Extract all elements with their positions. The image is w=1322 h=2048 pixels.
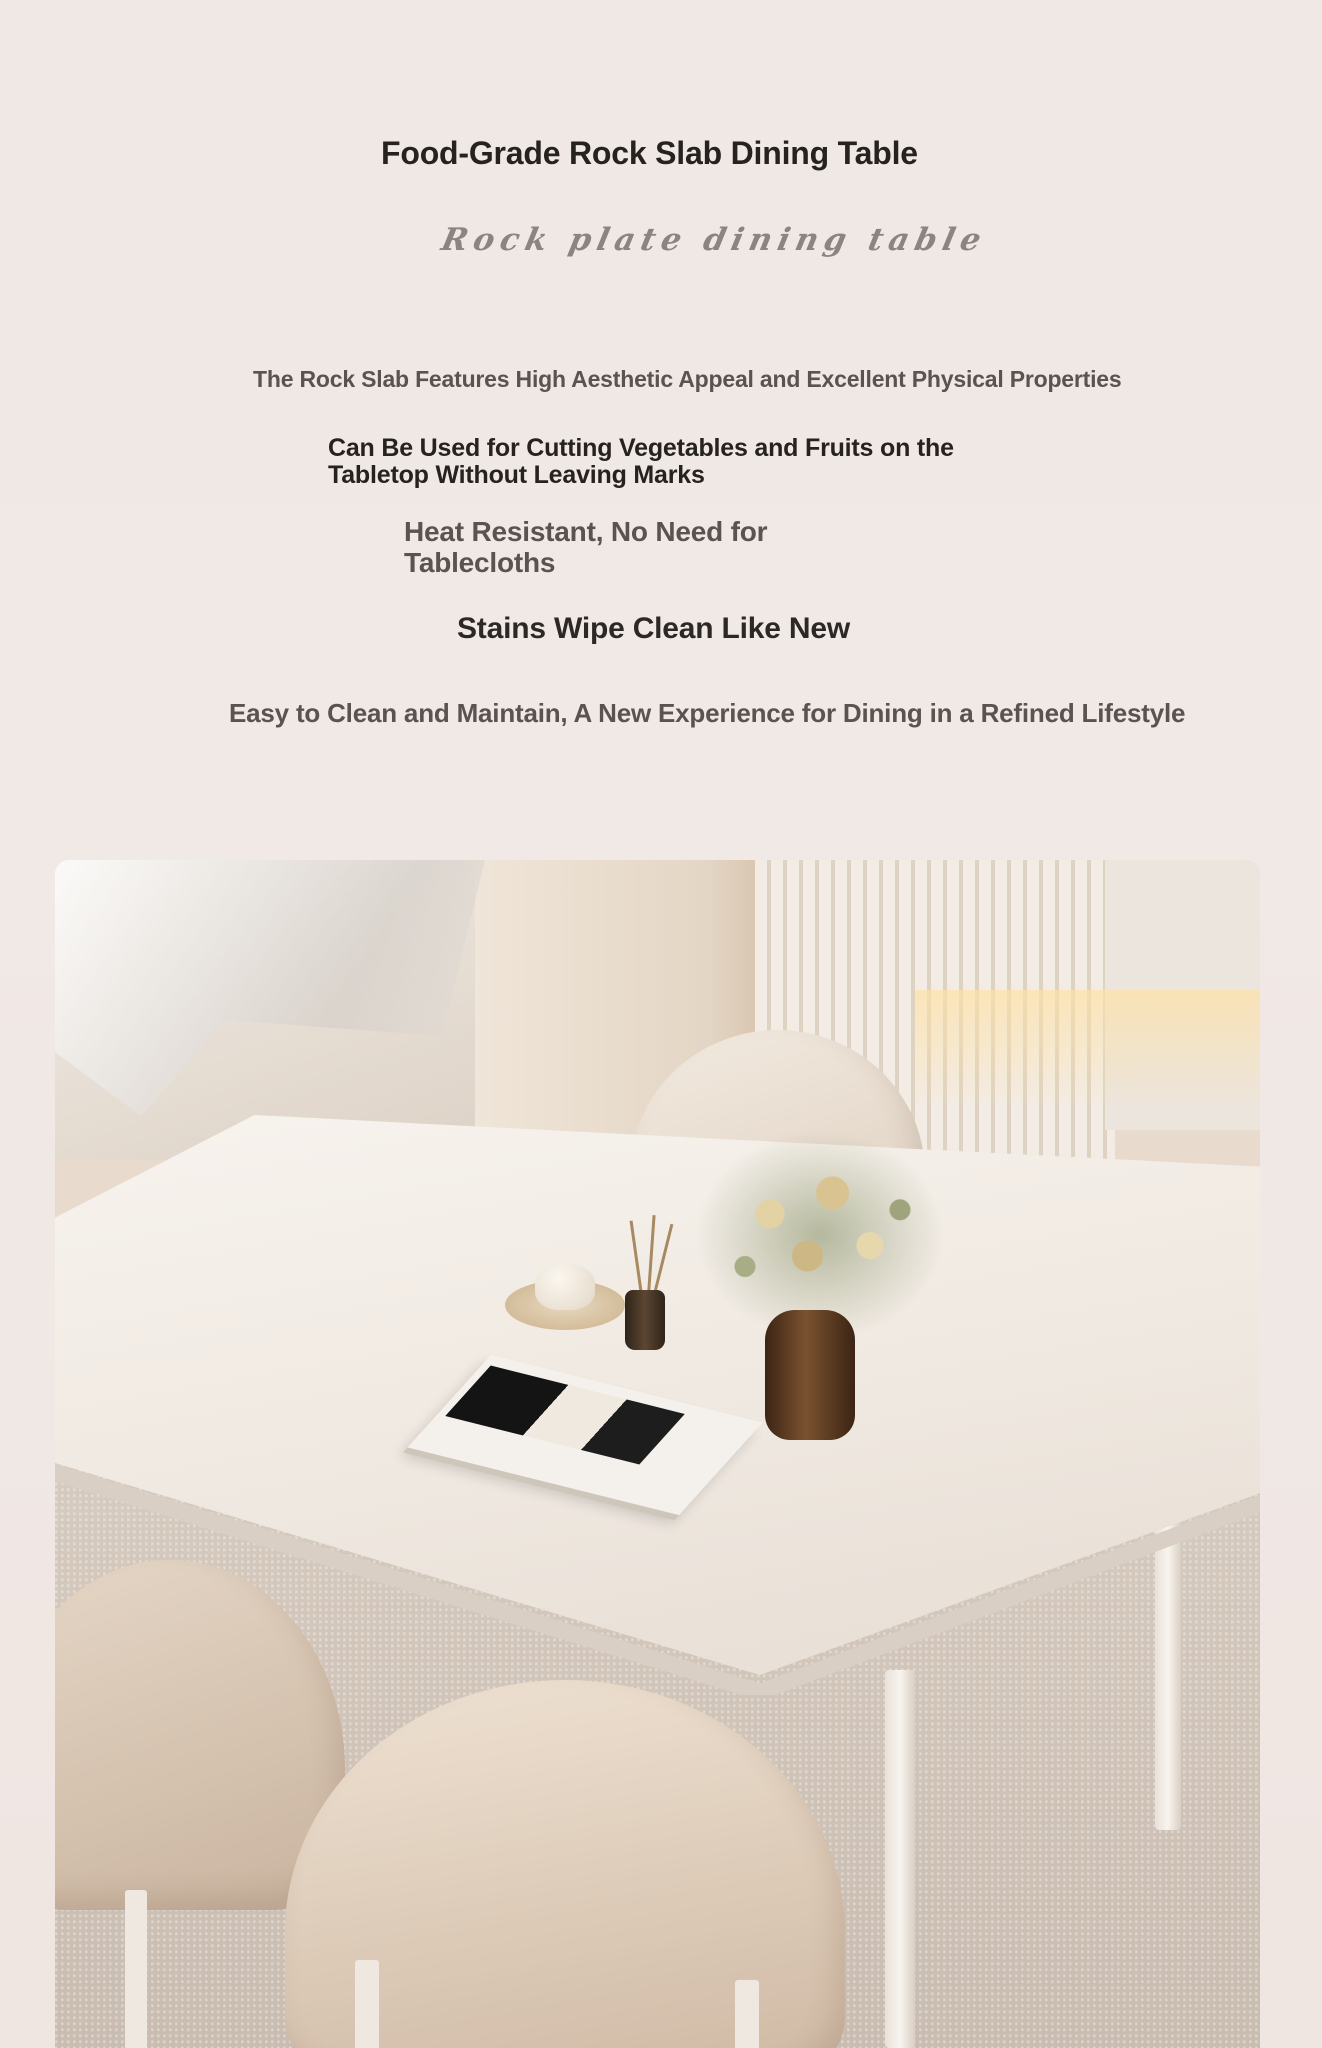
feature-aesthetic: The Rock Slab Features High Aesthetic Appeal and Excellent Physical Properties — [253, 366, 1122, 392]
flower-bouquet — [695, 1130, 945, 1340]
table-leg — [885, 1670, 915, 2048]
chair-leg — [125, 1890, 147, 2048]
script-subtitle: Rock plate dining table — [438, 222, 991, 258]
bubble-candle — [535, 1265, 595, 1310]
amber-vase — [765, 1310, 855, 1440]
table-leg — [1155, 1520, 1181, 1830]
chair-leg — [735, 1980, 759, 2048]
feature-stains: Stains Wipe Clean Like New — [457, 612, 850, 645]
page-title: Food-Grade Rock Slab Dining Table — [381, 135, 918, 171]
light-strip — [915, 990, 1260, 1110]
feature-maintenance: Easy to Clean and Maintain, A New Experience for Dining in a Refined Lifestyle — [229, 698, 1186, 728]
feature-cutting: Can Be Used for Cutting Vegetables and Fruits on the Tabletop Without Leaving Marks — [328, 434, 954, 489]
product-photo — [55, 860, 1260, 2048]
reed-diffuser — [625, 1290, 665, 1350]
chair-leg — [355, 1960, 379, 2048]
feature-heat-resistant: Heat Resistant, No Need for Tablecloths — [404, 516, 768, 578]
